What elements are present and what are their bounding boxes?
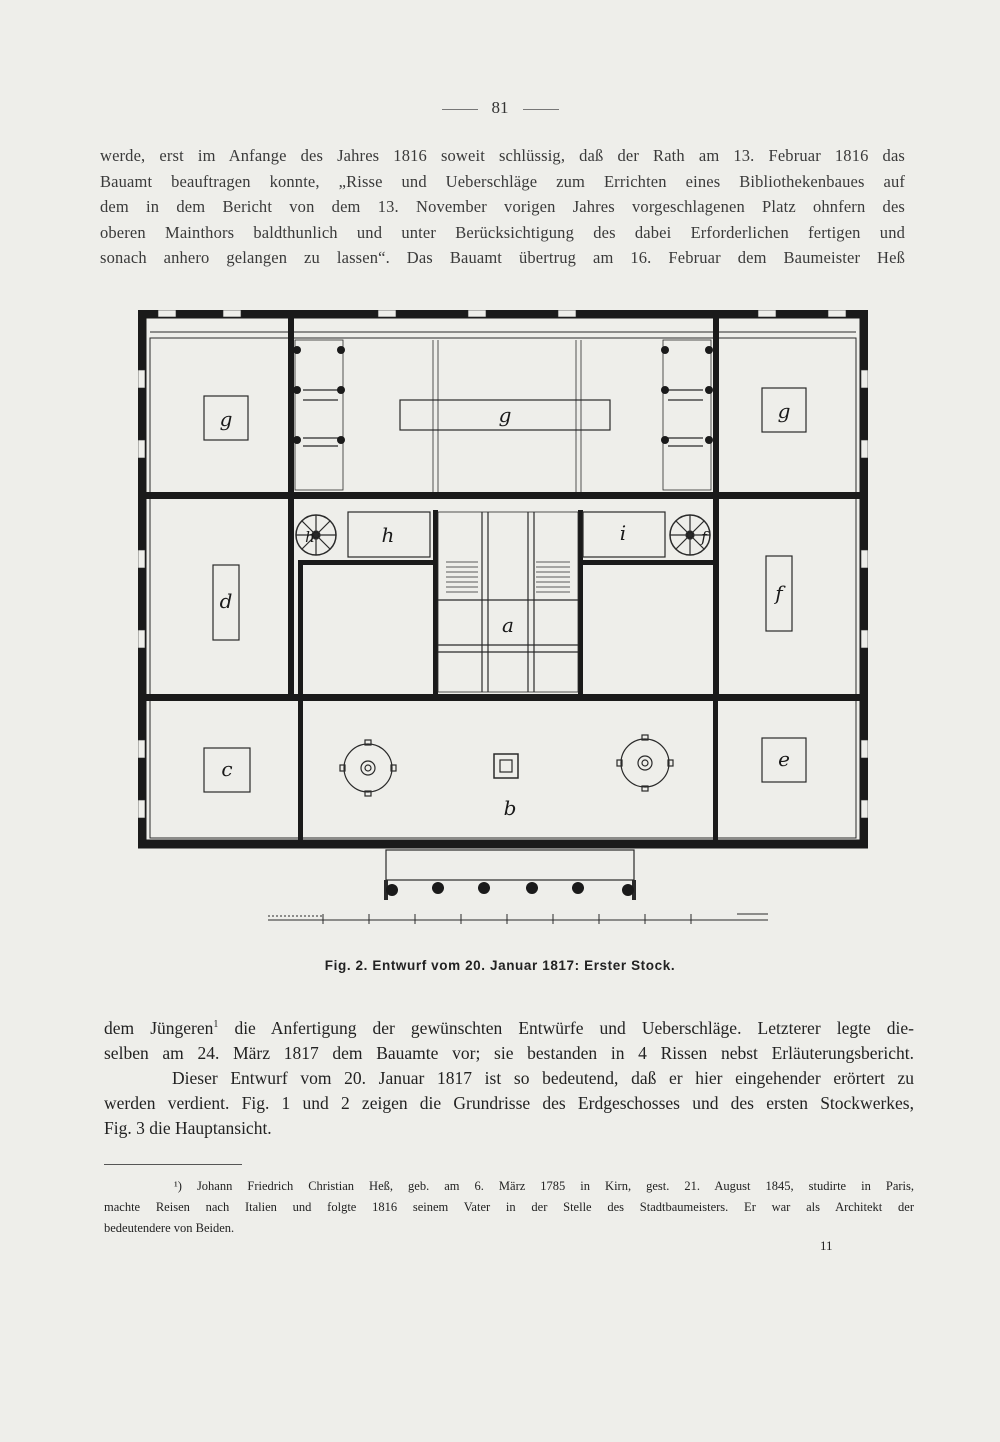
- footnote-divider: [104, 1164, 242, 1165]
- label-room-d: d: [219, 589, 233, 613]
- footnote-mark: ¹): [174, 1179, 182, 1193]
- text-fragment: dem Jüngeren: [104, 1017, 214, 1038]
- text-line: dem in dem Bericht von dem 13. November vorigen Jahres vorgeschlagenen Platz ohnfern des: [100, 197, 905, 216]
- label-room-a: a: [502, 613, 514, 637]
- paragraph-bottom: [104, 1012, 914, 1141]
- text-fragment: Johann Friedrich Christian Heß, geb. am 6. März 1785 in Kirn, gest. 21. August 1845, studirte in Paris,: [181, 1179, 914, 1193]
- label-room-g-left: g: [219, 407, 233, 431]
- portico: [386, 850, 634, 880]
- round-table-left: [344, 744, 392, 792]
- paragraph-top: [100, 143, 905, 271]
- footnote-line: machte Reisen nach Italien und folgte 1816 seinem Vater in der Stelle des Stadtbaumeisters. Er war als Architekt der: [104, 1200, 914, 1214]
- footnote-line: [104, 1176, 914, 1197]
- text-line: sonach anhero gelangen zu lassen“. Das Bauamt übertrug am 16. Februar dem Baumeister Heß: [100, 248, 905, 267]
- text-line: werden verdient. Fig. 1 und 2 zeigen die Grundrisse des Erdgeschosses und des ersten Stockwerkes,: [104, 1092, 914, 1113]
- label-room-g-right: g: [777, 399, 791, 423]
- wall-row-2: [146, 694, 860, 701]
- label-room-e: e: [778, 747, 790, 771]
- text-line: Dieser Entwurf vom 20. Januar 1817 ist so bedeutend, daß er hier eingehender erörtert zu: [172, 1067, 914, 1088]
- figure-caption: [0, 958, 1000, 973]
- scale-bar: [268, 914, 768, 924]
- header-dash-left: [442, 109, 478, 110]
- label-room-b: b: [503, 796, 517, 820]
- figure-number: Fig. 2.: [324, 958, 369, 973]
- label-stair-h: h: [305, 528, 315, 546]
- header-dash-right: [523, 109, 559, 110]
- page-number: 81: [491, 98, 509, 117]
- text-line: werde, erst im Anfange des Jahres 1816 soweit schlüssig, daß der Rath am 13. Februar 1816 das: [100, 146, 905, 165]
- text-line: Bauamt beauftragen konnte, „Risse und Ueberschläge zum Errichten eines Bibliothekenbaues auf: [100, 171, 905, 191]
- label-room-f: f: [775, 581, 783, 605]
- footnote-line: bedeutendere von Beiden.: [104, 1221, 235, 1235]
- sheet-number: 11: [820, 1238, 833, 1253]
- text-line: selben am 24. März 1817 dem Bauamte vor; sie bestanden in 4 Rissen nebst Erläuterungsbericht.: [104, 1042, 914, 1063]
- footnote-marker: 1: [213, 1019, 219, 1030]
- footnote: [104, 1176, 914, 1239]
- label-stair-f: f: [701, 528, 707, 546]
- figure-title: Entwurf vom 20. Januar 1817: Erster Stock.: [372, 958, 676, 973]
- wall-row-1: [146, 492, 860, 499]
- round-table-right: [621, 739, 669, 787]
- label-room-h: h: [381, 523, 395, 547]
- page-number-header: [0, 98, 1000, 118]
- text-line: oberen Mainthors baldthunlich und unter Berücksichtigung des dabei Erforderlichen fertigen und: [100, 222, 905, 242]
- text-line: [104, 1012, 914, 1041]
- square-pedestal: [494, 754, 518, 778]
- text-fragment: die Anfertigung der gewünschten Entwürfe und Ueberschläge. Letzterer legte die-: [218, 1017, 914, 1038]
- text-line: Fig. 3 die Hauptansicht.: [104, 1117, 272, 1138]
- floor-plan: [138, 310, 868, 930]
- label-room-i: i: [619, 521, 627, 545]
- label-room-c: c: [221, 757, 233, 781]
- label-room-g-center: g: [498, 403, 512, 427]
